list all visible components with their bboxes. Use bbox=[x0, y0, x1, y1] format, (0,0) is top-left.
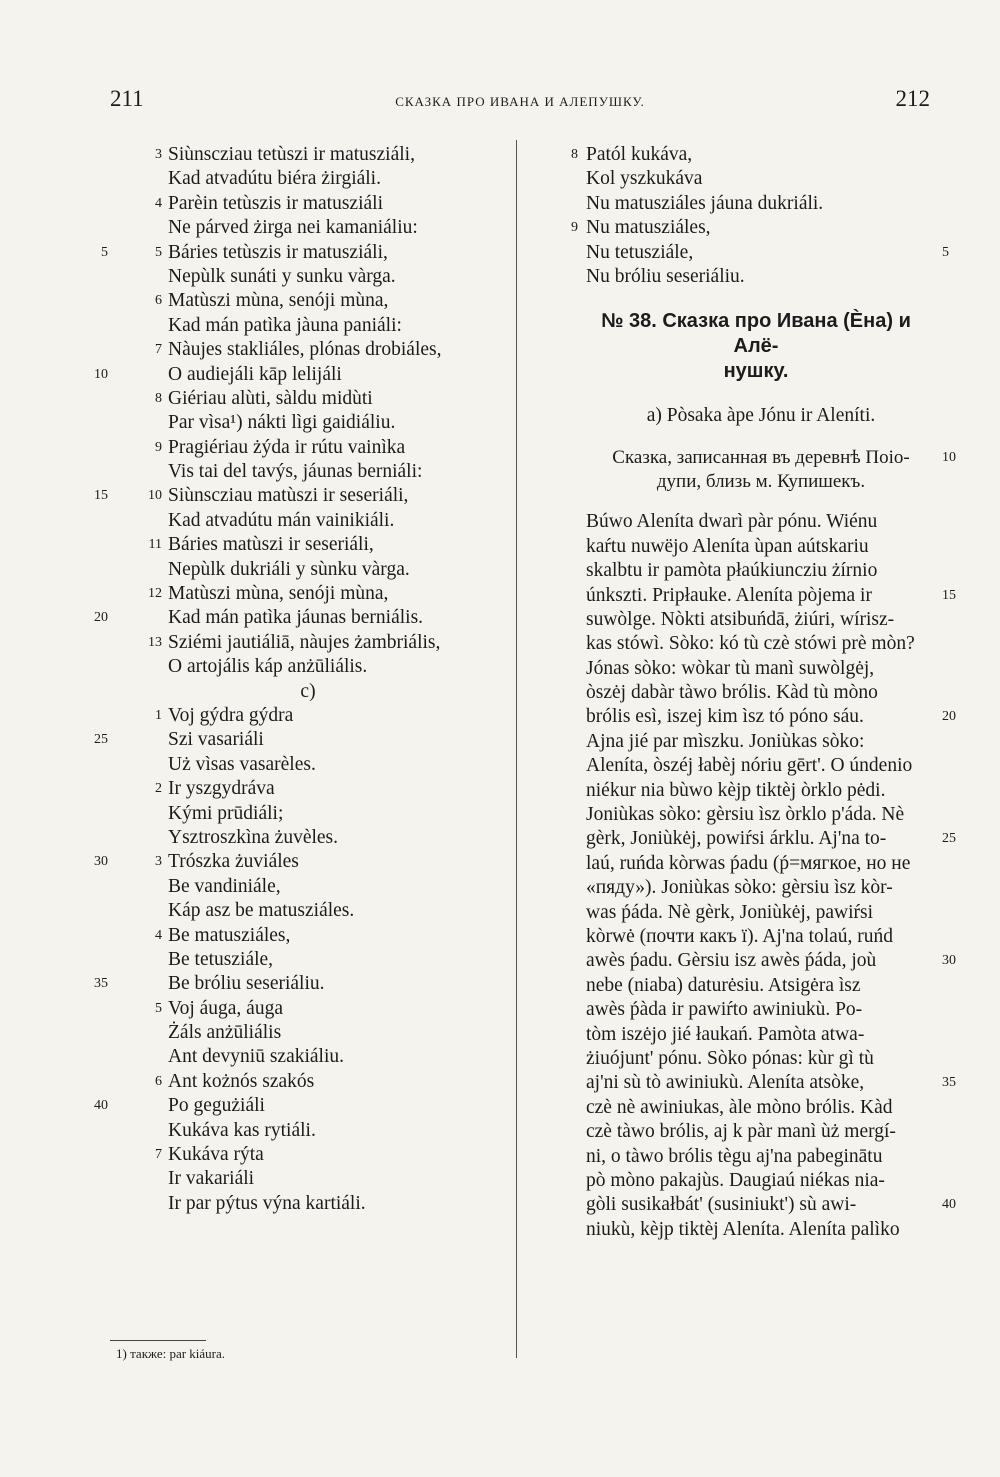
footnote: 1) также: par kiáura. bbox=[116, 1346, 226, 1361]
prose-text: niékur nia bùwo kèjp tiktèj òrklo pėdi. bbox=[586, 779, 886, 801]
verse-text: Nu matusziáles, bbox=[586, 217, 711, 239]
verse-line bbox=[168, 680, 508, 704]
verse-line bbox=[168, 948, 508, 972]
prose-text: pò mòno pakajùs. Daugiaú niékas nia- bbox=[586, 1169, 885, 1191]
story-subtitle: a) Pòsaka àpe Jónu ir Aleníti. bbox=[646, 405, 876, 427]
verse-line bbox=[94, 972, 508, 996]
verse-line bbox=[586, 265, 936, 289]
verse-line bbox=[168, 826, 508, 850]
verse-line bbox=[586, 192, 936, 216]
verse-line bbox=[168, 1192, 508, 1216]
verse-number: 5 bbox=[155, 244, 162, 260]
verse-line bbox=[168, 167, 508, 191]
verse-text: Káp asz be matusziáles. bbox=[168, 900, 355, 922]
prose-text: tòm iszėjo jié łaukań. Pamòta atwa- bbox=[586, 1023, 865, 1045]
prose-line bbox=[586, 1218, 936, 1242]
verse-text: Kad mán patìka jàuna paniáli: bbox=[168, 314, 402, 336]
prose-text: laú, ruńda kòrwas ṕadu (ṕ=мягкое, но не bbox=[586, 852, 911, 874]
prose-text: Joniùkas sòko: gèrsiu ìsz òrklo p'áda. Nè bbox=[586, 804, 905, 826]
line-number: 35 bbox=[942, 1075, 956, 1091]
verse-number: 9 bbox=[571, 220, 578, 236]
prose-line bbox=[586, 1047, 936, 1071]
line-number: 40 bbox=[94, 1098, 108, 1114]
verse-line bbox=[168, 411, 508, 435]
verse-text: Voj áuga, áuga bbox=[168, 997, 283, 1019]
verse-text: Matùszi mùna, senóji mùna, bbox=[168, 290, 389, 312]
verse-number: 1 bbox=[155, 707, 162, 723]
prose-text: czè tàwo brólis, aj k pàr manì ùż mergí- bbox=[586, 1121, 896, 1143]
verse-text: Voj gýdra gýdra bbox=[168, 704, 294, 726]
line-number: 5 bbox=[101, 244, 108, 260]
prose-line bbox=[586, 1023, 936, 1047]
verse-number: 8 bbox=[571, 147, 578, 162]
verse-text: Be tetusziále, bbox=[168, 948, 274, 970]
prose-line bbox=[586, 705, 956, 729]
verse-number: 4 bbox=[155, 195, 162, 211]
verse-text: Ysztroszkìna żuvèles. bbox=[168, 826, 339, 848]
prose-text: awès ṕàda ir pawiŕto awiniukù. Po- bbox=[586, 999, 863, 1021]
verse-line bbox=[168, 753, 508, 777]
verse-text: Siùnscziau matùszi ir seseriáli, bbox=[168, 485, 409, 507]
prose-line bbox=[586, 584, 956, 608]
verse-text: Ne párved żirga nei kamaniáliu: bbox=[168, 217, 418, 239]
verse-text: Be matusziáles, bbox=[168, 924, 291, 946]
verse-text: Giériau alùti, sàldu midùti bbox=[168, 387, 373, 409]
running-title: СКАЗКА ПРО ИВАНА И АЛЕПУШКУ. bbox=[395, 94, 645, 109]
prose-text: òszėj dabàr tàwo brólis. Kàd tù mòno bbox=[586, 682, 878, 704]
recording-note-line: дупи, близь м. Купишекъ. bbox=[656, 471, 866, 493]
prose-text: ni, o tàwo brólis tègu aj'na pabeginātu bbox=[586, 1145, 883, 1167]
verse-text: Ir vakariáli bbox=[168, 1168, 255, 1190]
prose-text: «пяду»). Joniùkas sòko: gèrsiu ìsz kòr- bbox=[586, 877, 893, 899]
prose-line bbox=[586, 1193, 956, 1217]
story-title-line: № 38. Сказка про Ивана (Èна) и Алё- bbox=[601, 310, 911, 358]
verse-text: Kad atvadútu biéra żirgiáli. bbox=[168, 168, 381, 190]
line-number: 25 bbox=[94, 732, 108, 748]
prose-line bbox=[586, 876, 936, 900]
prose-line bbox=[586, 657, 936, 681]
page-number-right: 212 bbox=[895, 86, 930, 111]
prose-line bbox=[586, 754, 936, 778]
verse-number: 3 bbox=[155, 854, 162, 870]
verse-line bbox=[148, 533, 508, 557]
line-number: 10 bbox=[942, 450, 956, 466]
verse-line bbox=[155, 338, 508, 362]
verse-number: 7 bbox=[155, 342, 162, 358]
verse-text: Nepùlk sunáti y sunku vàrga. bbox=[168, 265, 396, 287]
verse-text: Kad mán patìka jáunas berniális. bbox=[168, 607, 424, 629]
verse-line bbox=[94, 484, 508, 508]
verse-text: Kukáva rýta bbox=[168, 1144, 264, 1166]
verse-line bbox=[571, 143, 936, 167]
prose-line bbox=[586, 925, 936, 949]
verse-line bbox=[168, 216, 508, 240]
prose-line bbox=[586, 827, 956, 851]
verse-line bbox=[168, 1045, 508, 1069]
verse-line bbox=[94, 850, 508, 874]
verse-number: 11 bbox=[148, 537, 162, 553]
verse-number: 3 bbox=[155, 147, 162, 162]
line-number: 10 bbox=[94, 366, 108, 382]
prose-text: Ajna jié par mìszku. Joniùkas sòko: bbox=[586, 730, 865, 752]
verse-number: 2 bbox=[155, 781, 162, 797]
line-number: 20 bbox=[94, 610, 108, 626]
verse-text: Báries tetùszis ir matusziáli, bbox=[168, 241, 388, 263]
verse-text: Nàujes stakliáles, plónas drobiáles, bbox=[168, 339, 442, 361]
verse-line bbox=[586, 241, 949, 265]
verse-line bbox=[168, 899, 508, 923]
verse-text: Nepùlk dukriáli y sùnku vàrga. bbox=[168, 558, 410, 580]
prose-line bbox=[586, 998, 936, 1022]
prose-text: Aleníta, òszéj łabèj nóriu gērt'. O úndenio bbox=[586, 755, 913, 777]
prose-text: kas stówì. Sòko: kó tù czè stówi prè mòn? bbox=[586, 633, 915, 655]
prose-text: únkszti. Pripłauke. Aleníta pòjema ir bbox=[586, 584, 872, 606]
prose-text: kaŕtu nuwëjo Aleníta ùpan aútskariu bbox=[586, 535, 869, 557]
prose-text: nebe (niaba) daturėsiu. Atsigėra ìsz bbox=[586, 974, 861, 996]
prose-line bbox=[586, 852, 936, 876]
left-column bbox=[94, 143, 508, 1216]
line-number: 20 bbox=[942, 709, 956, 725]
page-header bbox=[110, 86, 930, 120]
verse-line bbox=[155, 924, 508, 948]
verse-block bbox=[571, 143, 949, 289]
verse-text: Kými prūdiáli; bbox=[168, 802, 284, 824]
prose-line bbox=[586, 949, 956, 973]
verse-text: Szi vasariáli bbox=[168, 729, 264, 751]
verse-line bbox=[168, 802, 508, 826]
prose-text: niukù, kèjp tiktèj Aleníta. Aleníta palìko bbox=[586, 1218, 900, 1240]
verse-text: Ir yszgydráva bbox=[168, 778, 275, 800]
page-number-left: 211 bbox=[110, 86, 144, 111]
prose-text: żiuójunt' pónu. Sòko pónas: kùr gì tù bbox=[586, 1047, 874, 1069]
verse-text: Matùszi mùna, senóji mùna, bbox=[168, 583, 389, 605]
verse-text: Ant devyniū szakiáliu. bbox=[168, 1046, 345, 1068]
verse-text: Ir par pýtus výna kartiáli. bbox=[168, 1192, 366, 1214]
verse-line bbox=[168, 265, 508, 289]
prose-text: skalbtu ir pamòta płaúkiuncziu żírnio bbox=[586, 560, 878, 582]
verse-number: 8 bbox=[155, 390, 162, 406]
prose-text: brólis esì, iszej kim ìsz tó póno sáu. bbox=[586, 706, 864, 728]
verse-line bbox=[155, 436, 508, 460]
verse-text: Nu tetusziále, bbox=[586, 241, 694, 263]
verse-text: Żáls anżūliális bbox=[168, 1022, 282, 1044]
verse-line bbox=[168, 655, 508, 679]
verse-text: Patól kukáva, bbox=[586, 144, 693, 165]
line-number: 30 bbox=[94, 854, 108, 870]
prose-line bbox=[586, 779, 936, 803]
prose-text: gòli susikałbát' (susiniukt') sù awi- bbox=[586, 1194, 857, 1216]
verse-line bbox=[168, 1021, 508, 1045]
prose-text: czè nè awiniukas, àle mòno brólis. Kàd bbox=[586, 1096, 893, 1118]
verse-line bbox=[94, 606, 508, 630]
verse-line bbox=[168, 509, 508, 533]
verse-line bbox=[168, 875, 508, 899]
prose-text: was ṕáda. Nè gèrk, Joniùkėj, pawiŕsi bbox=[586, 901, 874, 923]
verse-line bbox=[155, 387, 508, 411]
story-title-line: нушку. bbox=[723, 360, 789, 383]
verse-text: Kol yszkukáva bbox=[586, 168, 703, 190]
verse-line bbox=[148, 631, 508, 655]
verse-number: 10 bbox=[148, 488, 162, 504]
column-divider bbox=[516, 140, 517, 1358]
verse-line bbox=[155, 997, 508, 1021]
recording-note bbox=[586, 446, 956, 494]
verse-line bbox=[94, 728, 508, 752]
prose-text: suwòlge. Nòkti atsibuńdā, żiúri, wírisz- bbox=[586, 608, 895, 630]
verse-text: Siùnscziau tetùszi ir matusziáli, bbox=[168, 144, 415, 165]
line-number: 5 bbox=[942, 244, 949, 260]
line-number: 30 bbox=[942, 953, 956, 969]
prose-line bbox=[586, 1169, 936, 1193]
story-title bbox=[586, 309, 936, 384]
prose-line bbox=[586, 1120, 936, 1144]
verse-text: Kad atvadútu mán vainikiáli. bbox=[168, 509, 395, 531]
prose-line bbox=[586, 730, 936, 754]
verse-text: Parèin tetùszis ir matusziáli bbox=[168, 192, 383, 214]
verse-number: 5 bbox=[155, 1000, 162, 1016]
verse-line bbox=[94, 1094, 508, 1118]
line-number: 25 bbox=[942, 831, 956, 847]
verse-number: 6 bbox=[155, 1073, 162, 1089]
verse-line bbox=[155, 1070, 508, 1094]
prose-line bbox=[586, 1071, 956, 1095]
recording-note-line: Сказка, записанная въ деревнѣ Поіо- bbox=[612, 447, 910, 469]
verse-line bbox=[155, 704, 508, 728]
verse-number: 7 bbox=[155, 1147, 162, 1163]
line-number: 15 bbox=[94, 488, 108, 504]
prose-line bbox=[586, 1096, 936, 1120]
prose-line bbox=[586, 803, 936, 827]
prose-line bbox=[586, 608, 936, 632]
prose-line bbox=[586, 535, 936, 559]
verse-line bbox=[148, 582, 508, 606]
verse-text: Sziémi jautiáliā, nàujes żambriális, bbox=[168, 631, 441, 653]
verse-text: O artojális káp anżūliális. bbox=[168, 656, 368, 678]
verse-line bbox=[155, 143, 508, 167]
verse-number: 9 bbox=[155, 439, 162, 455]
verse-line bbox=[155, 1143, 508, 1167]
prose-line bbox=[586, 1145, 936, 1169]
verse-line bbox=[155, 777, 508, 801]
prose-line bbox=[586, 974, 936, 998]
verse-line bbox=[168, 314, 508, 338]
verse-text: Kukáva kas rytiáli. bbox=[168, 1119, 316, 1141]
verse-text: Be vandiniále, bbox=[168, 875, 281, 897]
prose-text: Búwo Aleníta dwarì pàr pónu. Wiénu bbox=[586, 511, 878, 533]
verse-line bbox=[101, 241, 508, 265]
verse-line bbox=[168, 460, 508, 484]
footnote-rule bbox=[110, 1340, 206, 1341]
verse-text: Par vìsa¹) nákti lìgi gaidiáliu. bbox=[168, 412, 396, 434]
prose-text: gèrk, Joniùkėj, powiŕsi árklu. Aj'na to- bbox=[586, 828, 887, 850]
line-number: 35 bbox=[94, 976, 108, 992]
verse-line bbox=[586, 167, 936, 191]
verse-line bbox=[168, 558, 508, 582]
verse-line bbox=[94, 363, 508, 387]
line-number: 15 bbox=[942, 587, 956, 603]
verse-number: 13 bbox=[148, 634, 162, 650]
prose-text: aj'ni sù tò awiniukù. Aleníta atsòke, bbox=[586, 1072, 865, 1094]
line-number: 40 bbox=[942, 1197, 956, 1213]
verse-text: Uż vìsas vasarèles. bbox=[168, 753, 316, 775]
verse-text: O audiejáli kāp lelijáli bbox=[168, 363, 342, 385]
prose-text: Jónas sòko: wòkar tù manì suwòlgėj, bbox=[586, 657, 875, 679]
prose-text: kòrwė (почти какъ ї). Aj'na tolaú, ruńd bbox=[586, 925, 894, 947]
verse-text: Vis tai del tavýs, jáunas berniáli: bbox=[168, 461, 423, 483]
prose-text: awès ṕadu. Gèrsiu isz awès ṕáda, joù bbox=[586, 950, 877, 972]
verse-text: Pragiériau żýda ir rútu vainìka bbox=[168, 436, 406, 458]
verse-text: Nu matusziáles jáuna dukriáli. bbox=[586, 192, 824, 214]
prose-line bbox=[586, 510, 936, 534]
prose-line bbox=[586, 901, 936, 925]
verse-number: 4 bbox=[155, 927, 162, 943]
verse-line bbox=[168, 1167, 508, 1191]
verse-line bbox=[571, 216, 936, 240]
verse-text: Nu bróliu seseriáliu. bbox=[586, 265, 745, 287]
verse-number: 6 bbox=[155, 293, 162, 309]
prose-line bbox=[586, 632, 936, 656]
verse-text: Be bróliu seseriáliu. bbox=[168, 973, 325, 995]
verse-text: Trószka żuviáles bbox=[168, 851, 299, 873]
prose-line bbox=[586, 559, 936, 583]
verse-line bbox=[155, 192, 508, 216]
verse-text: Po gegużiáli bbox=[168, 1095, 265, 1117]
verse-line bbox=[168, 1119, 508, 1143]
verse-number: 12 bbox=[148, 586, 162, 602]
verse-line bbox=[155, 289, 508, 313]
verse-text: Báries matùszi ir seseriáli, bbox=[168, 534, 374, 556]
verse-text: Ant kożnós szakós bbox=[168, 1070, 315, 1092]
right-column bbox=[571, 143, 956, 1242]
verse-text: c) bbox=[300, 680, 316, 702]
prose-block bbox=[586, 510, 956, 1242]
prose-line bbox=[586, 681, 936, 705]
